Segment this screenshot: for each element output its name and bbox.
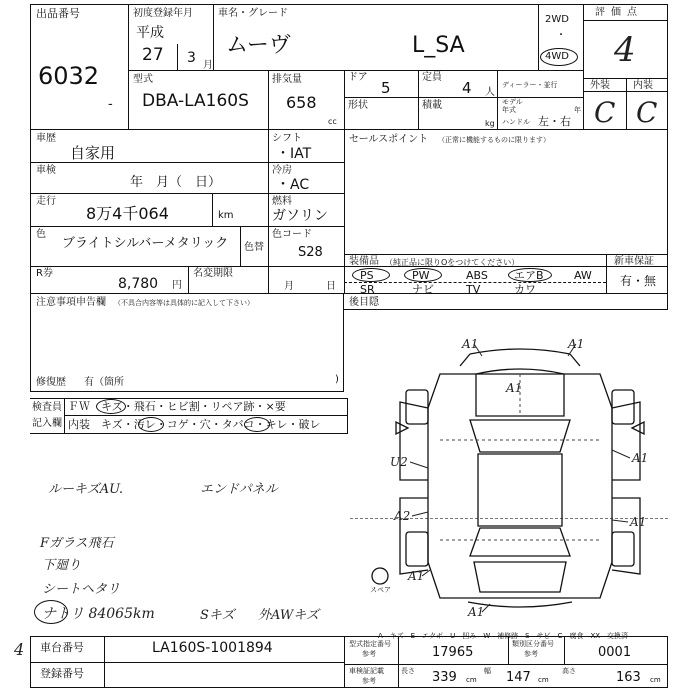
car-name-label: 車名・グレード xyxy=(218,8,288,19)
equipment-option: PS xyxy=(360,269,374,282)
displacement-label: 排気量 xyxy=(272,74,302,85)
hw-note-glass: Fガラス飛石 xyxy=(40,536,114,551)
lot-mark: - xyxy=(108,96,113,112)
inspector-scratch-circle xyxy=(96,399,126,414)
drive-dot: ・ xyxy=(556,30,566,41)
model-value: DBA-LA160S xyxy=(142,91,249,111)
divider xyxy=(128,4,129,130)
mileage-label: 走行 xyxy=(36,196,56,207)
divider xyxy=(30,226,344,227)
registration-label: 登録番号 xyxy=(40,667,84,680)
divider xyxy=(128,70,583,71)
model-year-label1: モデル xyxy=(502,98,523,106)
inspector-label2: 記入欄 xyxy=(32,418,62,429)
dims-height-unit: cm xyxy=(650,676,661,684)
car-grade: L_SA xyxy=(412,33,465,58)
inspector-tobacco-circle xyxy=(244,417,270,432)
score-value: 4 xyxy=(614,30,636,70)
mark-right-rear: A1 xyxy=(630,515,647,529)
dealer-label: ディーラー・並行 xyxy=(502,81,558,89)
divider xyxy=(583,4,584,130)
divider xyxy=(177,44,178,70)
divider xyxy=(344,97,583,98)
aircon-label: 冷房 xyxy=(272,165,292,176)
divider xyxy=(344,636,345,688)
inspector-row2: 内装 キズ・汚レ・コゲ・穴・タバコ・キレ・破レ xyxy=(68,418,321,431)
score-ext-label: 外装 xyxy=(590,80,610,91)
drive-2wd: 2WD xyxy=(545,14,569,25)
capacity-label: 定員 xyxy=(422,72,442,83)
divider xyxy=(268,130,269,294)
divider xyxy=(212,193,213,226)
dims-length-unit: cm xyxy=(466,676,477,684)
dims-height-label: 高さ xyxy=(562,667,576,675)
load-unit: kg xyxy=(485,119,495,128)
inspection-label: 車検 xyxy=(36,165,56,176)
diagram-legend: A―キズ E―エクボ U―凹み W―補修跡 S―サビ C―腐食 XX―交換済 xyxy=(378,632,629,640)
dims-label2: 参考 xyxy=(362,677,376,685)
hw-note-aw: 外AWキズ xyxy=(258,608,319,623)
sales-note: （正常に機能するものに限ります） xyxy=(438,136,550,144)
equipment-ps-circle xyxy=(352,268,390,282)
equipment-option: PW xyxy=(412,269,430,282)
score-int-value: C xyxy=(636,96,658,129)
color-value: ブライトシルバーメタリック xyxy=(62,236,229,251)
divider xyxy=(64,415,348,416)
dims-length: 339 xyxy=(432,670,457,685)
divider xyxy=(64,398,65,434)
divider xyxy=(564,636,565,664)
name-change-month: 月 xyxy=(284,281,294,292)
divider xyxy=(240,226,241,266)
mileage-value: 8万4千064 xyxy=(86,204,169,223)
mileage-unit: km xyxy=(218,210,234,221)
dims-width-unit: cm xyxy=(538,676,549,684)
history-value: 自家用 xyxy=(70,144,116,162)
repaint-label: 色替 xyxy=(244,242,264,253)
name-change-day: 日 xyxy=(326,281,336,292)
dims-width: 147 xyxy=(506,670,531,685)
score-ext-value: C xyxy=(594,96,616,129)
history-label: 車歴 xyxy=(36,133,56,144)
equipment-option: ナビ xyxy=(412,283,434,296)
model-year-label2: 年式 xyxy=(502,106,516,114)
recycle-label: R券 xyxy=(36,268,53,279)
hw-note-endpanel: エンドパネル xyxy=(200,482,278,497)
capacity-value: 4 xyxy=(462,79,472,97)
equipment-pw-circle xyxy=(404,268,442,282)
divider xyxy=(583,20,668,21)
hw-note-seat: シートヘタリ xyxy=(42,582,121,597)
dims-length-label: 長さ xyxy=(401,667,415,675)
divider xyxy=(583,78,668,79)
door-label: ドア xyxy=(348,72,368,83)
inspector-label1: 検査員 xyxy=(32,402,62,413)
aircon-value: ・AC xyxy=(276,177,310,193)
equipment-note: （純正品に限りOをつけてください） xyxy=(385,258,520,267)
inspection-value: 年 月（ 日） xyxy=(130,175,222,190)
lot-label: 出品番号 xyxy=(36,7,80,20)
dims-label1: 車検証記載 xyxy=(349,667,384,675)
shape-label: 形状 xyxy=(348,100,368,111)
equipment-option: AW xyxy=(574,269,592,282)
name-change-label: 名変期限 xyxy=(193,268,233,279)
first-reg-month: 3 xyxy=(187,50,196,66)
divider xyxy=(606,254,607,294)
capacity-unit: 人 xyxy=(485,87,495,98)
equipment-option: エアB xyxy=(514,269,544,282)
mark-front-right: A1 xyxy=(568,337,585,351)
divider xyxy=(497,70,498,130)
mark-rear-bumper: A1 xyxy=(468,605,485,619)
model-label: 型式 xyxy=(133,74,153,85)
spare-label: スペア xyxy=(370,586,391,594)
chassis-value: LA160S-1001894 xyxy=(152,640,273,656)
mark-front-left: A1 xyxy=(462,337,479,351)
panel-lines xyxy=(440,374,600,540)
equipment-option: ABS xyxy=(466,269,488,282)
type-cert-label1: 型式指定番号 xyxy=(349,640,391,648)
handle-value: 左・右 xyxy=(538,115,571,128)
shift-label: シフト xyxy=(272,133,302,144)
drive-4wd: 4WD xyxy=(545,51,569,62)
model-year-unit: 年 xyxy=(574,106,581,114)
divider xyxy=(626,78,627,130)
divider xyxy=(104,636,105,688)
first-reg-month-unit: 月 xyxy=(203,60,213,71)
hw-note-mileage: ナトリ 84065km xyxy=(42,606,155,622)
first-reg-year: 27 xyxy=(142,45,164,65)
car-name: ムーヴ xyxy=(226,33,291,58)
displacement-value: 658 xyxy=(286,93,317,112)
warranty-label: 新車保証 xyxy=(614,256,654,267)
fuel-label: 燃料 xyxy=(272,196,292,207)
score-int-label: 内装 xyxy=(633,80,653,91)
color-code-value: S28 xyxy=(298,245,323,260)
divider xyxy=(344,70,345,130)
mark-left-front: U2 xyxy=(390,455,408,469)
damage-marks xyxy=(390,337,648,619)
divider xyxy=(398,636,399,688)
divider xyxy=(268,70,269,130)
divider xyxy=(213,4,214,70)
class-num-value: 0001 xyxy=(598,645,632,660)
divider xyxy=(344,282,606,283)
chassis-label: 車台番号 xyxy=(40,641,84,654)
divider xyxy=(538,4,539,70)
dims-width-label: 幅 xyxy=(484,667,491,675)
shift-value: ・IAT xyxy=(276,146,312,162)
warranty-value: 有・無 xyxy=(620,274,657,288)
inspector-stain-circle xyxy=(138,417,164,432)
divider xyxy=(418,70,419,130)
displacement-unit: cc xyxy=(328,117,337,126)
first-reg-era: 平成 xyxy=(136,25,164,41)
equipment-airbag-circle xyxy=(508,268,552,282)
type-cert-value: 17965 xyxy=(432,645,474,660)
chassis-side-mark: 4 xyxy=(14,640,25,659)
hw-note-s: Sキズ xyxy=(200,608,235,623)
seat-label: 後目隠 xyxy=(349,297,379,308)
car-diagram xyxy=(350,330,668,630)
repair-value: 有（箇所 xyxy=(84,377,124,388)
class-num-label2: 参考 xyxy=(524,650,538,658)
score-label: 評価点 xyxy=(595,7,643,18)
equipment-option: TV xyxy=(466,283,481,296)
door-value: 5 xyxy=(381,79,391,97)
dims-height: 163 xyxy=(616,670,641,685)
handle-label: ハンドル xyxy=(502,118,530,126)
fuel-value: ガソリン xyxy=(272,208,328,224)
color-code-label: 色コード xyxy=(272,229,312,240)
inspector-row1: ＦＷ キズ・飛石・ヒビ割・リペア跡・×要 xyxy=(68,400,286,413)
mark-left-rear: A2 xyxy=(394,509,411,523)
divider xyxy=(188,266,189,294)
equipment-option: SR xyxy=(360,283,375,296)
divider xyxy=(344,664,668,665)
recycle-value: 8,780 xyxy=(118,276,159,292)
sales-label: セールスポイント xyxy=(349,134,429,145)
lot-number: 6032 xyxy=(38,62,100,90)
seat-frame xyxy=(344,294,668,310)
mark-hood: A1 xyxy=(506,381,523,395)
divider xyxy=(344,130,345,294)
repair-label: 修復歴 xyxy=(36,377,66,388)
equipment-option: カワ xyxy=(514,283,536,296)
notes-label: 注意事項申告欄 xyxy=(36,297,106,308)
notes-sub: （不具合内容等は具体的に記入して下さい） xyxy=(114,299,254,307)
mark-rear-left: A1 xyxy=(408,569,425,583)
type-cert-label2: 参考 xyxy=(362,650,376,658)
repair-close: ) xyxy=(335,374,339,385)
divider xyxy=(344,254,668,255)
first-reg-label: 初度登録年月 xyxy=(133,8,193,19)
divider xyxy=(508,636,509,664)
hw-note-roof: ルーキズAU. xyxy=(48,482,124,497)
mark-right-front: A1 xyxy=(632,451,649,465)
equipment-label: 装備品 xyxy=(349,256,379,267)
load-label: 積載 xyxy=(422,100,442,111)
recycle-unit: 円 xyxy=(172,280,182,291)
color-label: 色 xyxy=(36,229,46,240)
class-num-label1: 類別区分番号 xyxy=(512,640,554,648)
divider xyxy=(30,662,344,663)
hw-note-under: 下廻り xyxy=(42,558,82,573)
